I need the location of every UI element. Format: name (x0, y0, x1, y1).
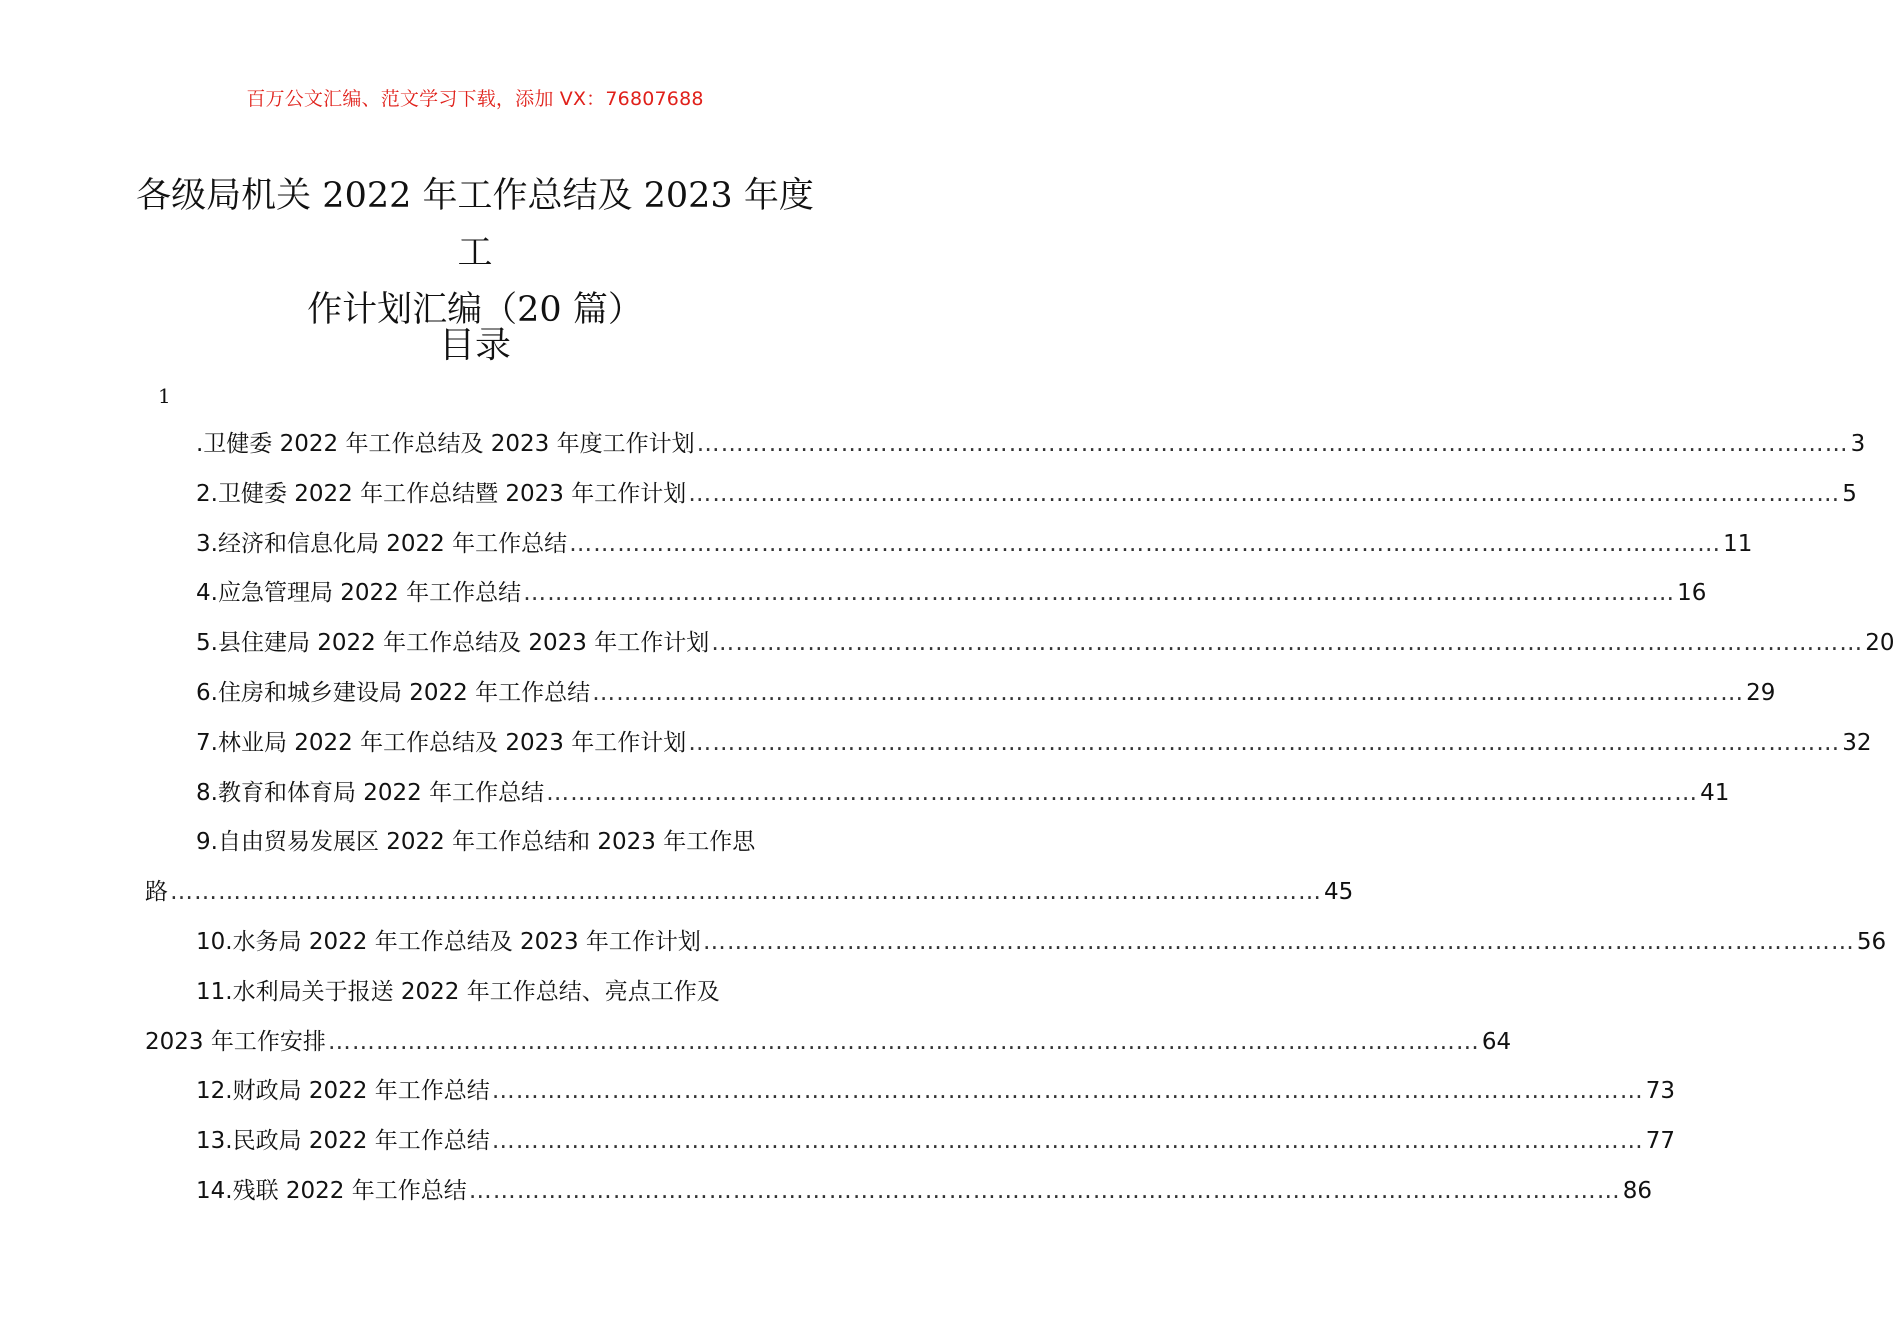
toc-page-number: 11 (1723, 530, 1753, 557)
toc-page-number: 77 (1645, 1128, 1676, 1155)
toc-page-number: 20 (1865, 630, 1895, 657)
toc-page-number: 16 (1677, 580, 1707, 607)
toc-entry-text: 2023 年工作安排 (145, 1028, 326, 1055)
page-marker: 1 (158, 384, 171, 408)
toc-entry[interactable] (145, 968, 805, 1018)
toc-leader-dots: ……………………………………………………………………………………………………………………………… (592, 679, 1745, 706)
toc-entry-cont[interactable] (145, 868, 1354, 918)
toc-entry[interactable] (145, 818, 805, 868)
toc-leader-dots: ……………………………………………………………………………………………………………………………… (170, 879, 1322, 906)
header-banner: 百万公文汇编、范文学习下载，添加 VX：76807688 (246, 88, 704, 110)
toc-leader-dots: ……………………………………………………………………………………………………………………………… (546, 779, 1699, 806)
toc-page-number: 86 (1622, 1177, 1653, 1204)
toc-entry-text: 4.应急管理局 2022 年工作总结 (196, 580, 522, 607)
toc-entry[interactable] (145, 669, 1776, 719)
title-line-1: 各级局机关 2022 年工作总结及 2023 年度工 (136, 176, 814, 273)
toc-entry-text: 路 (145, 879, 168, 906)
toc-entry[interactable] (145, 420, 1866, 470)
toc-entry[interactable] (145, 719, 1872, 769)
toc-leader-dots: ……………………………………………………………………………………………………………………………… (491, 1078, 1644, 1105)
toc-page-number: 64 (1481, 1028, 1512, 1055)
toc-entry[interactable] (145, 769, 1730, 819)
toc-page-number: 3 (1850, 431, 1866, 457)
toc-entry-text: 5.县住建局 2022 年工作总结及 2023 年工作计划 (196, 630, 710, 657)
toc-entry-text: 8.教育和体育局 2022 年工作总结 (196, 779, 545, 806)
toc-leader-dots: ……………………………………………………………………………………………………………………………… (523, 580, 1676, 607)
toc-heading: 目录 (438, 325, 511, 366)
toc-page-number: 29 (1746, 679, 1776, 706)
toc-leader-dots: ……………………………………………………………………………………………………………………………… (468, 1177, 1621, 1204)
toc-page-number: 41 (1700, 779, 1730, 806)
document-title (120, 168, 830, 339)
toc-entry-text: 14.残联 2022 年工作总结 (196, 1177, 467, 1204)
toc-entry-text: 3.经济和信息化局 2022 年工作总结 (196, 530, 568, 557)
toc-leader-dots: ……………………………………………………………………………………………………………………………… (688, 729, 1841, 756)
toc-leader-dots: ……………………………………………………………………………………………………………………………… (327, 1028, 1480, 1055)
toc-entry-cont[interactable] (145, 1018, 1512, 1068)
toc-entry-text: 2.卫健委 2022 年工作总结暨 2023 年工作计划 (196, 480, 687, 507)
toc-leader-dots: ……………………………………………………………………………………………………………………………… (688, 480, 1841, 507)
toc-page-number: 32 (1842, 729, 1872, 756)
toc-entry-text: 12.财政局 2022 年工作总结 (196, 1078, 490, 1105)
title-line-2: 作计划汇编（20 篇） (307, 290, 643, 330)
toc-entry[interactable] (145, 470, 1857, 520)
toc-entry[interactable] (145, 619, 1895, 669)
toc-entry[interactable] (145, 918, 1887, 968)
toc-page-number: 56 (1856, 928, 1887, 955)
toc-entry-text: 7.林业局 2022 年工作总结及 2023 年工作计划 (196, 729, 687, 756)
toc-entry-text: 6.住房和城乡建设局 2022 年工作总结 (196, 679, 591, 706)
toc-leader-dots: ……………………………………………………………………………………………………………………………… (491, 1128, 1644, 1155)
table-of-contents (145, 420, 1895, 1217)
toc-leader-dots: ……………………………………………………………………………………………………………………………… (696, 431, 1849, 457)
toc-page-number: 5 (1842, 480, 1857, 507)
toc-entry-text: 10.水务局 2022 年工作总结及 2023 年工作计划 (196, 928, 701, 955)
toc-entry-text: 13.民政局 2022 年工作总结 (196, 1128, 490, 1155)
toc-entry-text: .卫健委 2022 年工作总结及 2023 年度工作计划 (196, 431, 695, 457)
toc-entry-text: 11.水利局关于报送 2022 年工作总结、亮点工作及 (196, 978, 720, 1005)
toc-entry[interactable] (145, 1067, 1676, 1117)
toc-entry[interactable] (145, 1167, 1653, 1217)
toc-leader-dots: ……………………………………………………………………………………………………………………………… (702, 928, 1855, 955)
toc-entry[interactable] (145, 569, 1707, 619)
toc-entry-text: 9.自由贸易发展区 2022 年工作总结和 2023 年工作思 (196, 829, 756, 856)
toc-entry[interactable] (145, 1117, 1676, 1167)
toc-leader-dots: ……………………………………………………………………………………………………………………………… (569, 530, 1722, 557)
toc-page-number: 45 (1324, 879, 1354, 906)
toc-leader-dots: ……………………………………………………………………………………………………………………………… (711, 630, 1864, 657)
toc-entry[interactable] (145, 520, 1753, 570)
toc-page-number: 73 (1645, 1078, 1676, 1105)
